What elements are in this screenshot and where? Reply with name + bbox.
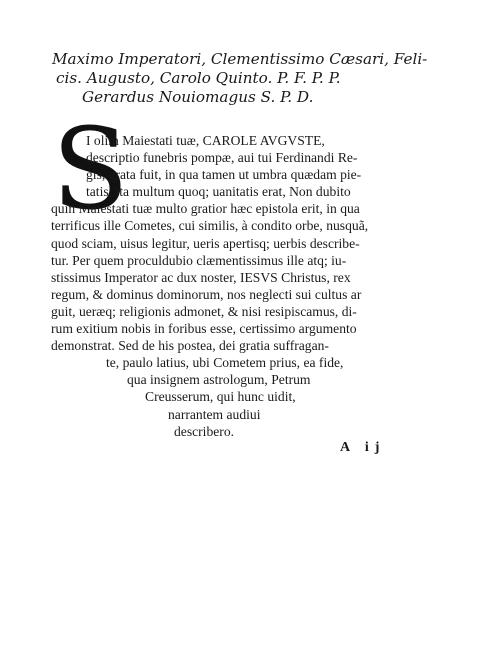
dedication-line-1: Maximo Imperatori, Clementissimo Cæsari, Feli- [52,50,428,68]
text-line: qua insignem astrologum, Petrum [127,372,311,388]
text-line: descriptio funebris pompæ, aui tui Ferdinandi Re- [86,150,358,166]
text-line: tatis, ita multum quoq; uanitatis erat, Non dubito [86,184,351,200]
body-text [0,132,480,440]
text-line: Creusserum, qui hunc uidit, [145,389,296,405]
text-line: narrantem audiui [168,406,261,422]
text-line: tur. Per quem proculdubio clæmentissimus ille atq; iu- [51,252,347,268]
text-line: demonstrat. Sed de his postea, dei gratia suffragan- [51,338,329,354]
drop-cap-initial: S [52,105,129,235]
text-line: gis, grata fuit, in qua tamen ut umbra quædam pie- [86,167,362,183]
signature-mark: A ij [340,440,386,455]
text-line: guit, ueræq; religionis admonet, & nisi resipiscamus, di- [51,303,357,319]
text-line: quod sciam, uisus legitur, ueris apertisq; uerbis describe- [51,235,360,251]
text-line: regum, & dominus dominorum, nos neglecti sui cultus ar [51,286,362,302]
text-line: te, paulo latius, ubi Cometem prius, ea fide, [106,355,344,371]
text-line: stissimus Imperator ac dux noster, IESVS Christus, rex [51,269,351,285]
dedication-heading [52,50,442,107]
text-line: quin Maiestati tuæ multo gratior hæc epistola erit, in qua [51,201,360,217]
text-line: terrificus ille Cometes, cui similis, à condito orbe, nusquã, [51,218,369,234]
dedication-line-2: cis. Augusto, Carolo Quinto. P. F. P. P. [56,69,341,87]
text-line: rum exitium nobis in foribus esse, certissimo argumento [51,321,357,337]
dedication-line-3: Gerardus Nouiomagus S. P. D. [82,88,314,106]
text-line: describero. [174,423,235,439]
text-line: I olim Maiestati tuæ, CAROLE AVGVSTE, [86,133,325,148]
